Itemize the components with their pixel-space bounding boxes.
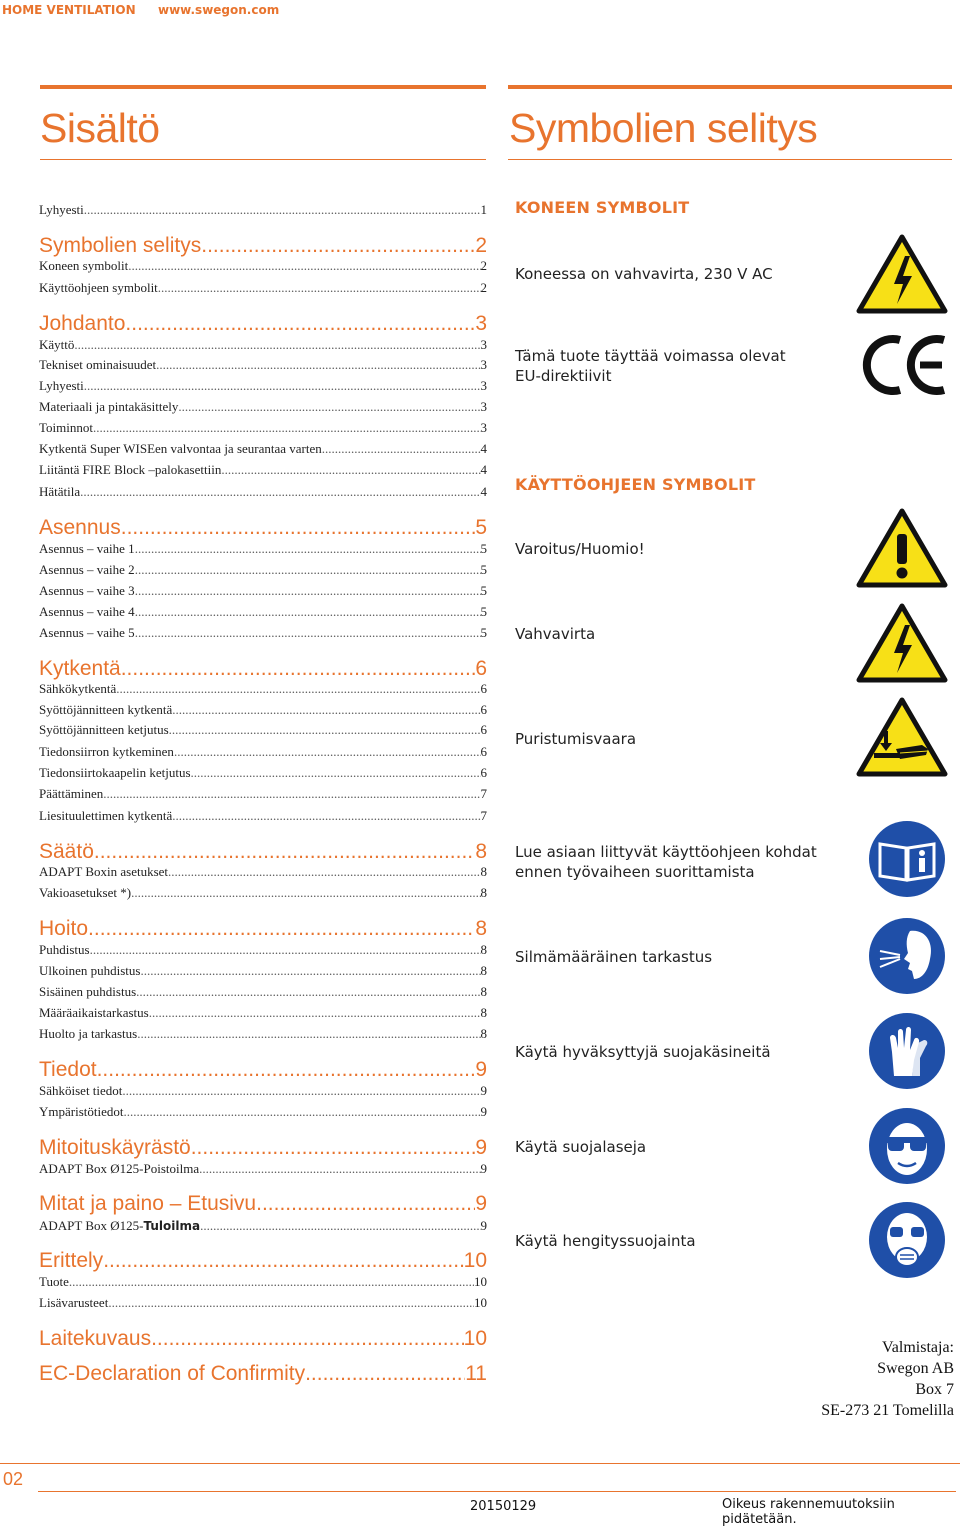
symbol-text-gloves: Käytä hyväksyttyjä suojakäsineitä bbox=[515, 1043, 771, 1061]
toc-entry-label: Huolto ja tarkastus bbox=[39, 1026, 138, 1041]
manufacturer-address-2: SE-273 21 Tomelilla bbox=[821, 1402, 954, 1419]
toc-entry-label: Asennus – vaihe 5 bbox=[39, 625, 135, 640]
header-section: HOME VENTILATION bbox=[2, 3, 136, 17]
toc-page-number: 6 bbox=[480, 702, 487, 717]
toc-leader-dots bbox=[191, 765, 481, 781]
toc-leader-dots bbox=[116, 681, 480, 697]
toc-page-number: 7 bbox=[480, 808, 487, 823]
toc-section-entry[interactable] bbox=[39, 1362, 487, 1386]
footer-notice: Oikeus rakennemuutoksiin pidätetään. bbox=[722, 1497, 895, 1527]
toc-page-number: 9 bbox=[475, 1058, 487, 1081]
toc-page-number: 9 bbox=[480, 1104, 487, 1119]
toc-entry[interactable] bbox=[39, 541, 487, 557]
toc-entry-label: Asennus – vaihe 4 bbox=[39, 604, 135, 619]
toc-entry[interactable] bbox=[39, 625, 487, 641]
ce-mark-icon bbox=[862, 334, 948, 396]
toc-leader-dots bbox=[135, 562, 481, 578]
toc-leader-dots bbox=[156, 357, 480, 373]
right-title-bar bbox=[508, 85, 952, 89]
toc-entry-label: Sisäinen puhdistus bbox=[39, 984, 137, 999]
toc-leader-dots bbox=[69, 1274, 474, 1290]
toc-leader-dots bbox=[172, 702, 480, 718]
toc-page-number: 11 bbox=[465, 1362, 487, 1385]
toc-page-number: 4 bbox=[480, 441, 487, 456]
toc-entry[interactable] bbox=[39, 562, 487, 578]
toc-entry[interactable] bbox=[39, 280, 487, 296]
toc-entry-label: Tekniset ominaisuudet bbox=[39, 357, 157, 372]
toc-section-entry[interactable] bbox=[39, 312, 487, 336]
toc-entry-label: Tuote bbox=[39, 1274, 69, 1289]
toc-page-number: 3 bbox=[480, 420, 487, 435]
toc-entry-label: Kytkentä Super WISEen valvontaa ja seurantaa varten bbox=[39, 441, 322, 456]
toc-entry-label: Hätätila bbox=[39, 484, 81, 499]
toc-leader-dots bbox=[93, 420, 481, 436]
toc-entry-label: ADAPT Box Ø125- bbox=[39, 1218, 144, 1233]
toc-entry-label: Ulkoinen puhdistus bbox=[39, 963, 141, 978]
toc-entry[interactable] bbox=[39, 484, 487, 500]
toc-entry-label: Sähkökytkentä bbox=[39, 681, 117, 696]
manufacturer-address-1: Box 7 bbox=[915, 1381, 954, 1398]
toc-entry[interactable] bbox=[39, 885, 487, 901]
toc-leader-dots bbox=[178, 399, 480, 415]
toc-leader-dots bbox=[122, 1083, 480, 1099]
toc-leader-dots bbox=[322, 441, 481, 457]
toc-page-number: 2 bbox=[480, 258, 487, 273]
toc-page-number: 8 bbox=[480, 885, 487, 900]
toc-leader-dots bbox=[199, 1161, 480, 1177]
toc-entry[interactable] bbox=[39, 786, 487, 802]
toc-page-number: 5 bbox=[475, 516, 487, 539]
footer-rule bbox=[0, 1463, 960, 1464]
toc-entry-label-bold: Tuloilma bbox=[143, 1219, 201, 1233]
toc-leader-dots bbox=[201, 234, 475, 258]
toc-leader-dots bbox=[80, 484, 480, 500]
toc-section-entry[interactable] bbox=[39, 516, 487, 540]
toc-entry-label: Kytkentä bbox=[39, 657, 121, 680]
toc-leader-dots bbox=[135, 541, 481, 557]
toc-leader-dots bbox=[103, 786, 480, 802]
gloves-icon bbox=[868, 1012, 946, 1090]
toc-page-number: 6 bbox=[480, 744, 487, 759]
toc-entry[interactable] bbox=[39, 1083, 487, 1099]
toc-entry-label: Johdanto bbox=[39, 312, 126, 335]
toc-entry-label: Sähköiset tiedot bbox=[39, 1083, 123, 1098]
toc-entry-label: Tiedonsiirron kytkeminen bbox=[39, 744, 174, 759]
toc-page-number: 8 bbox=[475, 840, 487, 863]
toc-entry-label: Asennus – vaihe 2 bbox=[39, 562, 135, 577]
toc-entry-label: Symbolien selitys bbox=[39, 234, 202, 257]
symbol-text-glasses: Käytä suojalaseja bbox=[515, 1138, 647, 1156]
crush-hazard-icon bbox=[856, 697, 948, 777]
toc-leader-dots bbox=[84, 202, 481, 218]
toc-leader-dots bbox=[125, 312, 475, 336]
toc-page-number: 3 bbox=[480, 357, 487, 372]
toc-entry-label: Käyttöohjeen symbolit bbox=[39, 280, 158, 295]
toc-page-number: 9 bbox=[480, 1083, 487, 1098]
toc-entry-label: Lyhyesti bbox=[39, 378, 84, 393]
toc-entry-label: Puhdistus bbox=[39, 942, 90, 957]
toc-leader-dots bbox=[90, 942, 481, 958]
toc-leader-dots bbox=[97, 1058, 476, 1082]
toc-page-number: 10 bbox=[474, 1274, 487, 1289]
machine-symbols-heading: KONEEN SYMBOLIT bbox=[515, 198, 690, 217]
toc-page-number: 8 bbox=[480, 1005, 487, 1020]
toc-entry-label: Lyhyesti bbox=[39, 202, 84, 217]
toc-entry[interactable] bbox=[39, 942, 487, 958]
toc-page-number: 3 bbox=[480, 399, 487, 414]
toc-entry-label: Liitäntä FIRE Block –palokasettiin bbox=[39, 462, 222, 477]
toc-entry-label: Mitoituskäyrästö bbox=[39, 1136, 191, 1159]
page-title-contents: Sisältö bbox=[40, 105, 160, 151]
toc-entry-label: Asennus bbox=[39, 516, 121, 539]
toc-page-number: 5 bbox=[480, 625, 487, 640]
toc-section-entry[interactable] bbox=[39, 234, 487, 258]
toc-entry-label: Liesituulettimen kytkentä bbox=[39, 808, 173, 823]
toc-page-number: 1 bbox=[480, 202, 487, 217]
toc-page-number: 6 bbox=[480, 722, 487, 737]
toc-entry-label: Materiaali ja pintakäsittely bbox=[39, 399, 179, 414]
toc-leader-dots bbox=[124, 1104, 481, 1120]
toc-leader-dots bbox=[131, 885, 480, 901]
header-website[interactable]: www.swegon.com bbox=[158, 3, 280, 17]
toc-section-entry[interactable] bbox=[39, 1192, 487, 1216]
toc-entry[interactable] bbox=[39, 722, 487, 738]
toc-page-number: 9 bbox=[480, 1218, 487, 1233]
toc-entry[interactable] bbox=[39, 1218, 487, 1234]
toc-entry[interactable] bbox=[39, 1295, 487, 1311]
toc-entry-label: Syöttöjännitteen kytkentä bbox=[39, 702, 173, 717]
toc-page-number: 6 bbox=[480, 765, 487, 780]
footer-page-number: 02 bbox=[3, 1469, 24, 1489]
toc-page-number: 3 bbox=[480, 337, 487, 352]
toc-entry[interactable] bbox=[39, 808, 487, 824]
left-title-rule bbox=[40, 159, 486, 160]
toc-leader-dots bbox=[135, 583, 481, 599]
toc-entry-label: Mitat ja paino – Etusivu bbox=[39, 1192, 257, 1215]
toc-page-number: 8 bbox=[480, 942, 487, 957]
symbol-text-high-voltage: Koneessa on vahvavirta, 230 V AC bbox=[515, 265, 773, 283]
toc-page-number: 8 bbox=[475, 917, 487, 940]
toc-leader-dots bbox=[108, 1295, 474, 1311]
toc-page-number: 4 bbox=[480, 484, 487, 499]
toc-leader-dots bbox=[137, 1026, 480, 1042]
toc-entry-label: Koneen symbolit bbox=[39, 258, 129, 273]
toc-entry-label: Tiedonsiirtokaapelin ketjutus bbox=[39, 765, 191, 780]
toc-entry-label: Asennus – vaihe 3 bbox=[39, 583, 135, 598]
symbol-text-crush: Puristumisvaara bbox=[515, 730, 637, 748]
left-title-bar bbox=[40, 85, 486, 89]
toc-section-entry[interactable] bbox=[39, 1058, 487, 1082]
respirator-icon bbox=[868, 1201, 946, 1279]
toc-entry-label: Päättäminen bbox=[39, 786, 104, 801]
toc-leader-dots bbox=[172, 808, 480, 824]
toc-entry-label: Laitekuvaus bbox=[39, 1327, 152, 1350]
toc-entry-label: Tiedot bbox=[39, 1058, 97, 1081]
toc-page-number: 8 bbox=[480, 1026, 487, 1041]
toc-entry[interactable] bbox=[39, 202, 487, 218]
toc-page-number: 2 bbox=[475, 234, 487, 257]
toc-section-entry[interactable] bbox=[39, 1327, 487, 1351]
toc-leader-dots bbox=[88, 917, 475, 941]
toc-page-number: 10 bbox=[463, 1249, 487, 1272]
toc-leader-dots bbox=[84, 378, 481, 394]
right-title-rule bbox=[508, 159, 952, 160]
toc-page-number: 5 bbox=[480, 604, 487, 619]
toc-page-number: 10 bbox=[474, 1295, 487, 1310]
toc-entry[interactable] bbox=[39, 681, 487, 697]
toc-page-number: 8 bbox=[480, 864, 487, 879]
toc-page-number: 8 bbox=[480, 984, 487, 999]
high-voltage-warning-icon bbox=[856, 234, 948, 314]
toc-section-entry[interactable] bbox=[39, 657, 487, 681]
page-title-symbols: Symbolien selitys bbox=[509, 105, 818, 151]
toc-page-number: 8 bbox=[480, 963, 487, 978]
manufacturer-name: Swegon AB bbox=[877, 1360, 954, 1377]
toc-leader-dots bbox=[169, 722, 481, 738]
toc-section-entry[interactable] bbox=[39, 1249, 487, 1273]
toc-entry[interactable] bbox=[39, 1104, 487, 1120]
toc-entry[interactable] bbox=[39, 1005, 487, 1021]
toc-entry[interactable] bbox=[39, 258, 487, 274]
toc-entry-label: Toiminnot bbox=[39, 420, 93, 435]
safety-glasses-icon bbox=[868, 1107, 946, 1185]
toc-leader-dots bbox=[305, 1362, 465, 1386]
manual-symbols-heading: KÄYTTÖOHJEEN SYMBOLIT bbox=[515, 475, 756, 494]
toc-leader-dots bbox=[74, 337, 480, 353]
toc-entry[interactable] bbox=[39, 1026, 487, 1042]
toc-entry[interactable] bbox=[39, 357, 487, 373]
toc-leader-dots bbox=[149, 1005, 481, 1021]
toc-entry[interactable] bbox=[39, 399, 487, 415]
toc-leader-dots bbox=[256, 1192, 475, 1216]
toc-leader-dots bbox=[174, 744, 481, 760]
visual-inspection-icon bbox=[868, 917, 946, 995]
toc-page-number: 6 bbox=[475, 657, 487, 680]
toc-page-number: 9 bbox=[475, 1192, 487, 1215]
toc-entry-label: Asennus – vaihe 1 bbox=[39, 541, 135, 556]
manufacturer-label: Valmistaja: bbox=[882, 1339, 954, 1356]
toc-entry[interactable] bbox=[39, 702, 487, 718]
toc-entry[interactable] bbox=[39, 604, 487, 620]
toc-page-number: 9 bbox=[480, 1161, 487, 1176]
symbol-text-ce: Tämä tuote täyttää voimassa olevat EU-direktiivit bbox=[515, 347, 786, 385]
toc-leader-dots bbox=[94, 840, 475, 864]
symbol-text-warning: Varoitus/Huomio! bbox=[515, 540, 645, 558]
toc-leader-dots bbox=[168, 864, 480, 880]
toc-entry[interactable] bbox=[39, 583, 487, 599]
toc-entry-label: Hoito bbox=[39, 917, 89, 940]
toc-entry[interactable] bbox=[39, 984, 487, 1000]
toc-leader-dots bbox=[200, 1218, 480, 1234]
toc-entry[interactable] bbox=[39, 864, 487, 880]
toc-leader-dots bbox=[128, 258, 480, 274]
toc-entry-label: ADAPT Box Ø125-Poistoilma bbox=[39, 1161, 200, 1176]
toc-entry[interactable] bbox=[39, 420, 487, 436]
symbol-text-respirator: Käytä hengityssuojainta bbox=[515, 1232, 696, 1250]
toc-entry-label: Ympäristötiedot bbox=[39, 1104, 124, 1119]
footer-date: 20150129 bbox=[470, 1499, 537, 1514]
toc-entry[interactable] bbox=[39, 337, 487, 353]
toc-leader-dots bbox=[140, 963, 480, 979]
toc-entry[interactable] bbox=[39, 744, 487, 760]
toc-page-number: 7 bbox=[480, 786, 487, 801]
manufacturer-block bbox=[821, 1337, 954, 1421]
toc-entry-label: EC-Declaration of Confirmity bbox=[39, 1362, 306, 1385]
symbol-text-voltage: Vahvavirta bbox=[515, 625, 596, 643]
toc-entry-label: Syöttöjännitteen ketjutus bbox=[39, 722, 169, 737]
toc-page-number: 6 bbox=[480, 681, 487, 696]
toc-section-entry[interactable] bbox=[39, 917, 487, 941]
toc-page-number: 4 bbox=[480, 462, 487, 477]
toc-leader-dots bbox=[221, 462, 480, 478]
toc-section-entry[interactable] bbox=[39, 1136, 487, 1160]
toc-entry[interactable] bbox=[39, 1161, 487, 1177]
toc-leader-dots bbox=[103, 1249, 463, 1273]
high-voltage-warning-icon bbox=[856, 603, 948, 683]
symbol-text-inspection: Silmämääräinen tarkastus bbox=[515, 948, 713, 966]
toc-entry-label: Vakioasetukset *) bbox=[39, 885, 132, 900]
toc-entry[interactable] bbox=[39, 963, 487, 979]
toc-page-number: 2 bbox=[480, 280, 487, 295]
toc-page-number: 5 bbox=[480, 541, 487, 556]
toc-entry[interactable] bbox=[39, 462, 487, 478]
toc-leader-dots bbox=[136, 984, 480, 1000]
toc-leader-dots bbox=[121, 516, 476, 540]
toc-leader-dots bbox=[135, 604, 481, 620]
toc-leader-dots bbox=[135, 625, 481, 641]
toc-page-number: 3 bbox=[480, 378, 487, 393]
toc-entry-label: Erittely bbox=[39, 1249, 104, 1272]
toc-page-number: 3 bbox=[475, 312, 487, 335]
toc-entry-label: Säätö bbox=[39, 840, 94, 863]
toc-entry[interactable] bbox=[39, 1274, 487, 1290]
toc-entry-label: ADAPT Boxin asetukset bbox=[39, 864, 169, 879]
toc-entry-label: Määräaikaistarkastus bbox=[39, 1005, 149, 1020]
read-manual-icon bbox=[868, 820, 946, 898]
exclamation-warning-icon bbox=[856, 508, 948, 588]
toc-leader-dots bbox=[191, 1136, 476, 1160]
toc-page-number: 5 bbox=[480, 562, 487, 577]
toc-page-number: 10 bbox=[463, 1327, 487, 1350]
toc-page-number: 5 bbox=[480, 583, 487, 598]
toc-leader-dots bbox=[121, 657, 476, 681]
toc-section-entry[interactable] bbox=[39, 840, 487, 864]
toc-entry[interactable] bbox=[39, 378, 487, 394]
footer-line bbox=[38, 1491, 956, 1492]
toc-entry-label: Lisävarusteet bbox=[39, 1295, 109, 1310]
toc-leader-dots bbox=[158, 280, 481, 296]
toc-entry-label: Käyttö bbox=[39, 337, 75, 352]
toc-entry[interactable] bbox=[39, 441, 487, 457]
toc-leader-dots bbox=[151, 1327, 464, 1351]
toc-entry[interactable] bbox=[39, 765, 487, 781]
toc-page-number: 9 bbox=[475, 1136, 487, 1159]
symbol-text-read-manual: Lue asiaan liittyvät käyttöohjeen kohdat ennen työvaiheen suorittamista bbox=[515, 843, 817, 881]
